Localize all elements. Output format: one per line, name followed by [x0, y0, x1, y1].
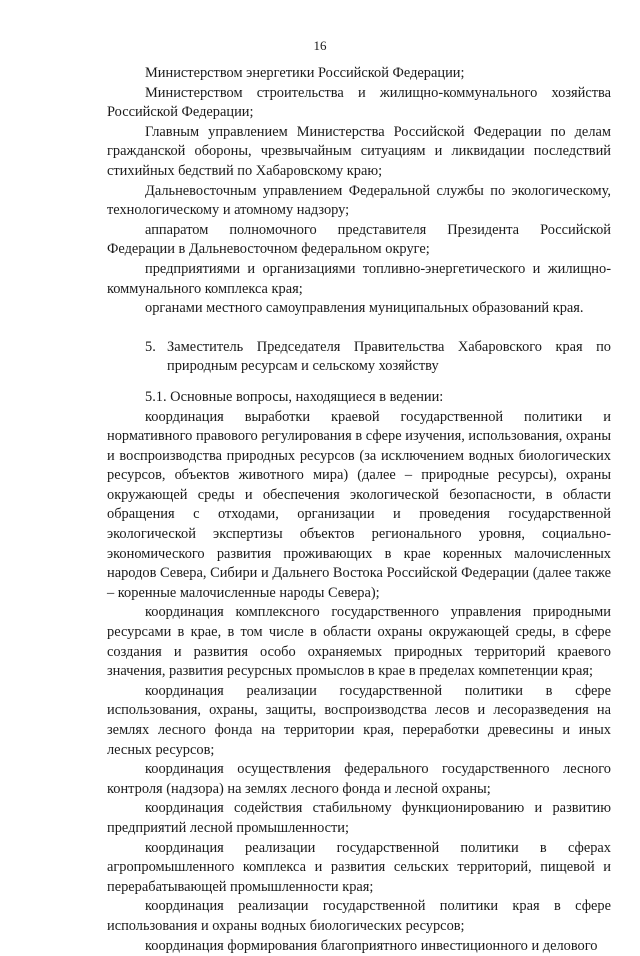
subsection-heading: 5.1. Основные вопросы, находящиеся в ведении:: [145, 388, 444, 405]
paragraph: Министерством энергетики Российской Федерации;: [145, 65, 465, 81]
paragraph: координация осуществления федерального государственного лесного контроля (надзора) на землях лесного фонда и лесной охраны;: [107, 761, 611, 797]
paragraph: координация выработки краевой государственной политики и нормативного правового регулирования в сфере изучения, использования, охраны и воспроизводства природных ресурсов (за исключением водных биологических ресурсов, объектов животного мира) (далее – природные ресурсы), охраны окружающей среды и обеспечения экологической безопасности, в области обращения с отходами, организации и проведения государственной экологической экспертизы объектов регионального уровня, социально-экономического развития проживающих в крае коренных малочисленных народов Севера, Сибири и Дальнего Востока Российской Федерации (далее также – коренные малочисленные народы Севера);: [107, 408, 611, 601]
paragraph: координация формирования благоприятного инвестиционного и делового: [145, 937, 598, 954]
paragraph: координация реализации государственной политики в сферах агропромышленного комплекса и развития сельских территорий, пищевой и перерабатывающей промышленности края;: [107, 839, 611, 895]
paragraph: координация содействия стабильному функционированию и развитию предприятий лесной промышленности;: [107, 800, 611, 836]
paragraph: Дальневосточным управлением Федеральной службы по экологическому, технологическому и атомному надзору;: [107, 182, 611, 219]
page-number: 16: [313, 38, 327, 53]
spacer: [107, 377, 611, 388]
paragraph: Министерством строительства и жилищно-коммунального хозяйства Российской Федерации;: [107, 84, 611, 121]
paragraph: органами местного самоуправления муниципальных образований края.: [145, 300, 584, 317]
paragraph: аппаратом полномочного представителя Президента Российской Федерации в Дальневосточном федеральном округе;: [107, 221, 611, 258]
section-title-line2: природным ресурсам и сельскому хозяйству: [167, 358, 439, 375]
section-title: [159, 338, 611, 377]
section-title-line1: Заместитель Председателя Правительства Хабаровского края по: [167, 338, 611, 355]
section-heading: [107, 338, 611, 377]
paragraph: координация реализации государственной политики в сфере использования, охраны, защиты, воспроизводства лесов и лесоразведения на землях лесного фонда на территории края, переработки древесины и иных лесных ресурсов;: [107, 682, 611, 758]
section-number: 5.: [145, 338, 156, 355]
document-body: [107, 64, 611, 956]
paragraph: предприятиями и организациями топливно-энергетического и жилищно-коммунального комплекса края;: [107, 260, 611, 297]
paragraph: координация реализации государственной политики края в сфере использования и охраны водных биологических ресурсов;: [107, 898, 611, 934]
paragraph: Главным управлением Министерства Российской Федерации по делам гражданской обороны, чрезвычайным ситуациям и ликвидации последствий стихийных бедствий по Хабаровскому краю;: [107, 123, 611, 179]
paragraph: координация комплексного государственного управления природными ресурсами в крае, в том числе в области охраны окружающей среды, в сфере создания и развития особо охраняемых природных территорий краевого значения, развития ресурсных промыслов в крае в пределах компетенции края;: [107, 604, 611, 680]
spacer: [107, 319, 611, 338]
